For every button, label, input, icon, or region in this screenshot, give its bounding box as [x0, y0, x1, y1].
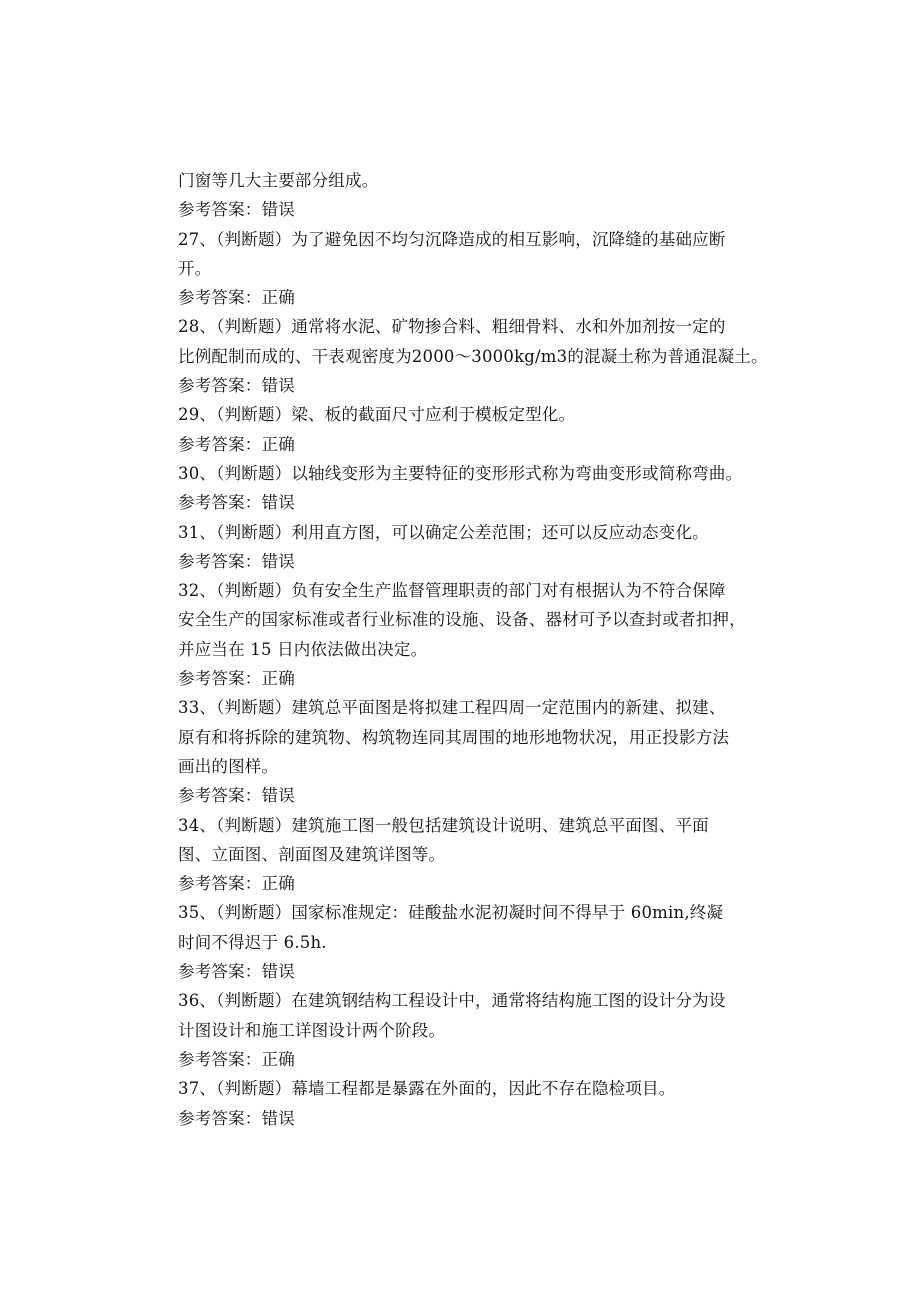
question-text-line: 30、（判断题）以轴线变形为主要特征的变形形式称为弯曲变形或简称弯曲。: [178, 463, 743, 483]
question-text-line: 32、（判断题）负有安全生产监督管理职责的部门对有根据认为不符合保障: [178, 581, 726, 601]
question-text-line: 36、（判断题）在建筑钢结构工程设计中，通常将结构施工图的设计分为设: [178, 991, 726, 1011]
answer-line: 参考答案：错误: [178, 200, 295, 220]
answer-line: 参考答案：正确: [178, 434, 295, 454]
answer-line: 参考答案：错误: [178, 376, 295, 396]
question-item: [178, 518, 758, 547]
answer-line: 参考答案：正确: [178, 288, 295, 308]
question-text-line: 34、（判断题）建筑施工图一般包括建筑设计说明、建筑总平面图、平面: [178, 815, 709, 835]
question-item: [178, 986, 758, 1045]
question-text-line: 计图设计和施工详图设计两个阶段。: [178, 1020, 446, 1040]
question-item: [178, 400, 758, 429]
question-text-line: 比例配制而成的、干表观密度为2000～3000kg/m3的混凝土称为普通混凝土。: [178, 346, 768, 366]
question-list: [178, 166, 768, 1133]
question-text-line: 图、立面图、剖面图及建筑详图等。: [178, 844, 446, 864]
question-item: [178, 1074, 758, 1103]
question-text-line: 时间不得迟于 6.5h.: [178, 932, 327, 952]
question-text-line: 安全生产的国家标准或者行业标准的设施、设备、器材可予以查封或者扣押，: [178, 610, 746, 630]
question-text-line: 原有和将拆除的建筑物、构筑物连同其周围的地形地物状况，用正投影方法: [178, 727, 730, 747]
answer-line: 参考答案：错误: [178, 1108, 295, 1128]
question-text-line: 开。: [178, 258, 212, 278]
question-text-line: 并应当在 15 日内依法做出决定。: [178, 639, 428, 659]
answer-line: 参考答案：错误: [178, 962, 295, 982]
answer-line: 参考答案：错误: [178, 551, 295, 571]
question-text-line: 画出的图样。: [178, 756, 279, 776]
question-item: [178, 576, 758, 664]
question-text-line: 门窗等几大主要部分组成。: [178, 171, 379, 190]
question-item: [178, 312, 768, 371]
question-item: [178, 898, 758, 957]
answer-line: 参考答案：错误: [178, 493, 295, 513]
answer-line: 参考答案：错误: [178, 786, 295, 806]
answer-line: 参考答案：正确: [178, 874, 295, 894]
question-item: [178, 693, 758, 781]
question-item: [178, 459, 758, 488]
question-text-line: 27、（判断题）为了避免因不均匀沉降造成的相互影响，沉降缝的基础应断: [178, 229, 726, 249]
question-text-line: 31、（判断题）利用直方图，可以确定公差范围；还可以反应动态变化。: [178, 522, 709, 542]
question-text-line: 33、（判断题）建筑总平面图是将拟建工程四周一定范围内的新建、拟建、: [178, 698, 726, 718]
question-text-line: 28、（判断题）通常将水泥、矿物掺合料、粗细骨料、水和外加剂按一定的: [178, 317, 726, 337]
question-text-line: 37、（判断题）幕墙工程都是暴露在外面的，因此不存在隐检项目。: [178, 1079, 676, 1099]
question-item: [178, 166, 758, 195]
answer-line: 参考答案：正确: [178, 669, 295, 689]
question-item: [178, 225, 758, 284]
answer-line: 参考答案：正确: [178, 1049, 295, 1069]
question-text-line: 29、（判断题）梁、板的截面尺寸应利于模板定型化。: [178, 405, 576, 425]
question-item: [178, 811, 758, 870]
question-text-line: 35、（判断题）国家标准规定：硅酸盐水泥初凝时间不得早于 60min,终凝: [178, 903, 724, 923]
